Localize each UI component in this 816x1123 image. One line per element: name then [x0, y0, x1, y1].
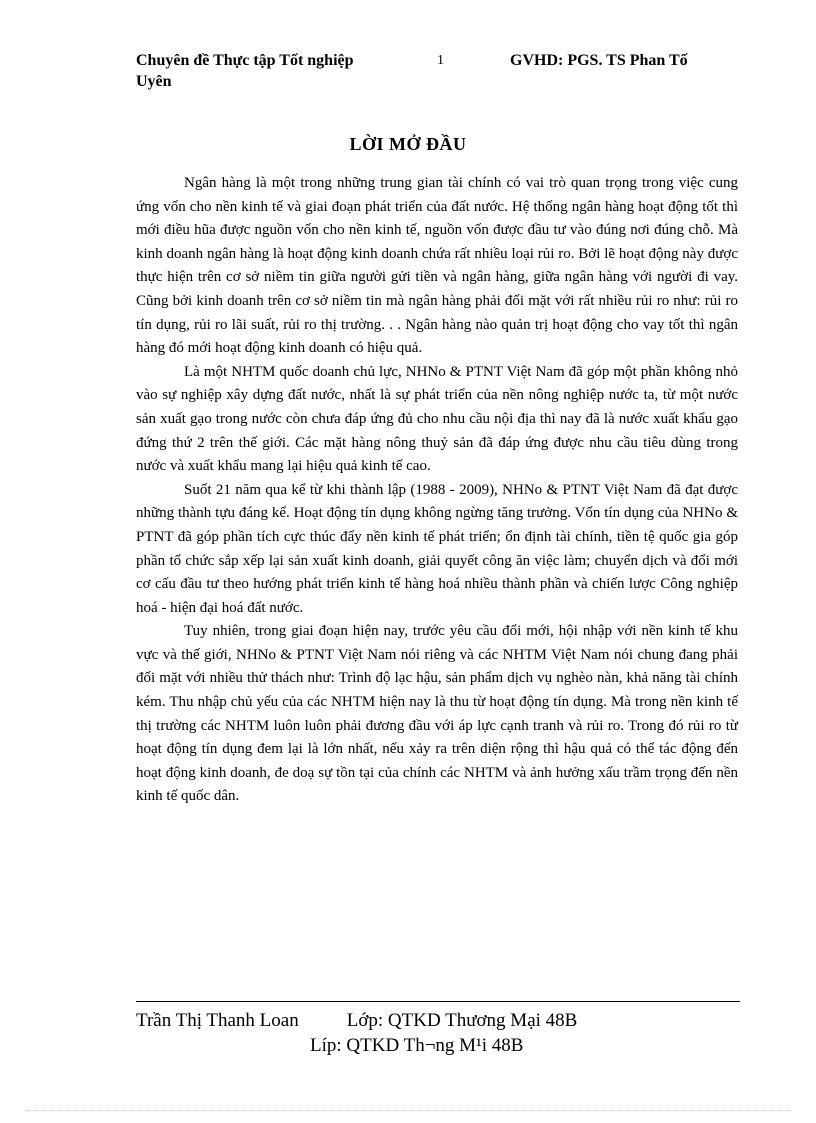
page-title: LỜI MỞ ĐẦU — [349, 134, 467, 154]
body-text — [136, 172, 738, 809]
paragraph-4: Tuy nhiên, trong giai đoạn hiện nay, trước yêu cầu đổi mới, hội nhập với nền kinh tế khu vực và thế giới, NHNo & PTNT Việt Nam nói riêng và các NHTM Việt Nam nói chung đang phải đối mặt với nhiều thử thách như: Trình độ lạc hậu, sản phẩm dịch vụ nghèo nàn, khả năng tài chính kém. Thu nhập chủ yếu của các NHTM hiện nay là thu từ hoạt động tín dụng. Mà trong nền kinh tế thị trường các NHTM luôn luôn phải đương đầu với áp lực cạnh tranh và rủi ro. Trong đó rủi ro từ hoạt động tín dụng đem lại là lớn nhất, nếu xảy ra trên diện rộng thì hậu quả có thể tác động đến hoạt động kinh doanh, đe doạ sự tồn tại của chính các NHTM và ảnh hưởng xấu trầm trọng đến nền kinh tế quốc dân. — [136, 623, 738, 805]
footer-author: Trần Thị Thanh Loan — [136, 1010, 299, 1031]
footer-divider — [136, 1001, 740, 1002]
paragraph-1: Ngân hàng là một trong những trung gian tài chính có vai trò quan trọng trong việc cung ứng vốn cho nền kinh tế và giai đoạn phát triển của đất nước. Hệ thống ngân hàng hoạt động tốt thì mới điều hũa được nguồn vốn cho nền kinh tế, nguồn vốn được đầu tư vào đúng nơi đúng chỗ. Mà kinh doanh ngân hàng là hoạt động kinh doanh chứa rất nhiều loại rủi ro. Bởi lẽ hoạt động này được thực hiện trên cơ sở niềm tin giữa người gửi tiền và ngân hàng, giữa ngân hàng với người đi vay. Cũng bởi kinh doanh trên cơ sở niềm tin mà ngân hàng phải đối mặt với rất nhiều rủi ro như: rủi ro tín dụng, rủi ro lãi suất, rủi ro thị trường. . . Ngân hàng nào quản trị hoạt động cho vay tốt thì ngân hàng đó mới hoạt động kinh doanh có hiệu quả. — [136, 175, 738, 357]
paragraph-2: Là một NHTM quốc doanh chủ lực, NHNo & PTNT Việt Nam đã góp một phần không nhỏ vào sự nghiệp xây dựng đất nước, nhất là sự phát triển của nền nông nghiệp nước ta, từ một nước sản xuất gạo trong nước còn chưa đáp ứng đủ cho nhu cầu nội địa thì nay đã là nước xuất khẩu gạo đứng thứ 2 trên thế giới. Các mặt hàng nông thuỷ sản đã đáp ứng được nhu cầu tiêu dùng trong nước và xuất khẩu mang lại hiệu quả kinh tế cao. — [136, 363, 738, 475]
header-document-type: Chuyên đề Thực tập Tốt nghiệp — [136, 52, 354, 69]
footer-class: Lớp: QTKD Thương Mại 48B — [346, 1010, 578, 1031]
paragraph-3: Suốt 21 năm qua kể từ khi thành lập (1988 - 2009), NHNo & PTNT Việt Nam đã đạt được những thành tựu đáng kể. Hoạt động tín dụng không ngừng tăng trưởng. Vốn tín dụng của NHNo & PTNT đã góp phần tích cực thúc đẩy nền kinh tế phát triển; ổn định tài chính, tiền tệ quốc gia góp phần tổ chức sắp xếp lại sản xuất kinh doanh, giải quyết công ăn việc làm; chuyển dịch và đổi mới cơ cấu đầu tư theo hướng phát triển kinh tế hàng hoá nhiều thành phần và chiến lược Công nghiệp hoá - hiện đại hoá đất nước. — [136, 481, 738, 616]
header-advisor-continuation: Uyên — [136, 73, 172, 90]
footer-class-garbled: Líp: QTKD Th¬ng M¹i 48B — [310, 1035, 524, 1056]
page-edge — [25, 1110, 791, 1111]
header-advisor: GVHD: PGS. TS Phan Tố — [510, 52, 688, 69]
page-number: 1 — [437, 53, 444, 68]
footer-line — [136, 1010, 577, 1032]
